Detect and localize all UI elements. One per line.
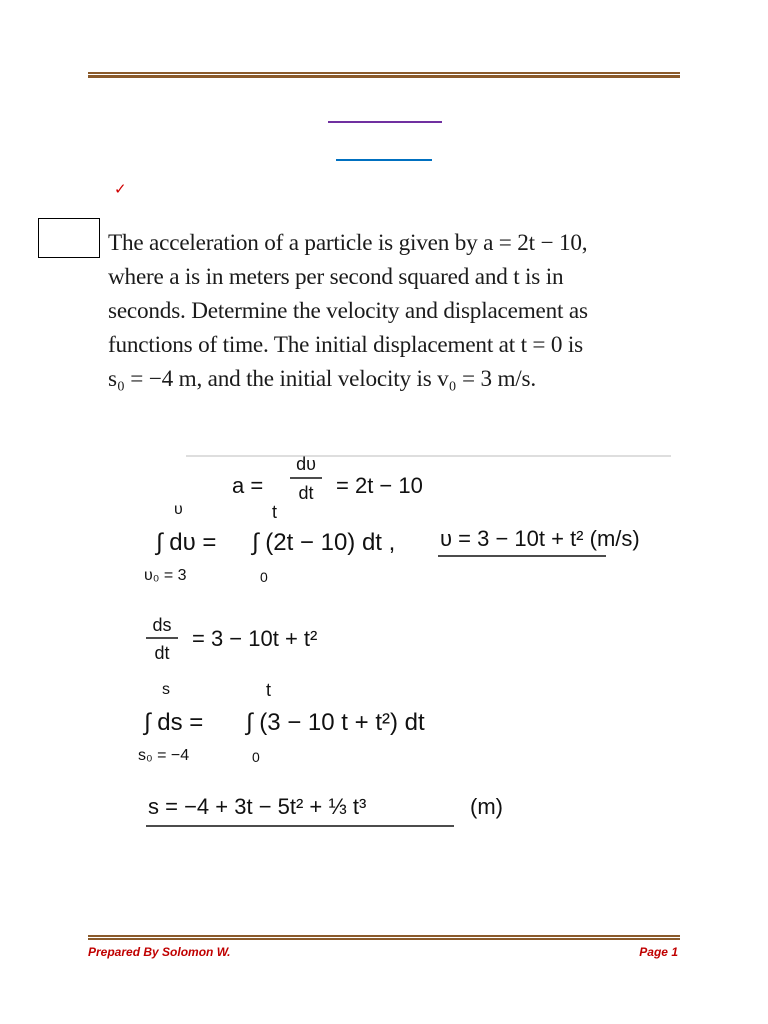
eq5: s = −4 + 3t − 5t² + ⅓ t³	[148, 794, 367, 819]
eq2-lower-right: 0	[260, 569, 268, 585]
eq1-frac-den: dt	[298, 483, 314, 503]
eq2-result: υ = 3 − 10t + t² (m/s)	[440, 526, 640, 551]
heading-underline-purple	[328, 121, 442, 123]
handwritten-solution	[136, 448, 676, 838]
eq1-rhs: = 2t − 10	[336, 473, 423, 498]
problem-statement	[108, 226, 656, 396]
problem-line-4: functions of time. The initial displacement at t = 0 is	[108, 332, 583, 358]
eq2-left: ∫ dυ =	[156, 529, 217, 556]
problem-line-1: The acceleration of a particle is given by a = 2t − 10,	[108, 230, 588, 256]
eq4-lower-left: s₀ = −4	[138, 747, 190, 764]
eq3-frac-den: dt	[154, 643, 170, 663]
problem-number-box	[38, 218, 100, 258]
heading-underline-blue	[336, 159, 432, 161]
eq4-left: ∫ ds =	[144, 709, 204, 736]
checkmark-icon: ✓	[114, 180, 127, 198]
eq1-lhs: a =	[232, 473, 264, 498]
eq2-mid: ∫ (2t − 10) dt ,	[252, 529, 396, 556]
eq4-lower-right: 0	[252, 749, 260, 765]
eq4-upper-left: s	[162, 681, 170, 698]
eq3-rhs: = 3 − 10t + t²	[192, 626, 318, 651]
problem-line-5: s₀ = −4 m, and the initial velocity is v₀ = 3 m/s.	[108, 366, 536, 392]
footer-author: Prepared By Solomon W.	[88, 945, 231, 959]
footer-rule	[88, 935, 680, 940]
footer-page-number: Page 1	[639, 945, 678, 959]
eq2-lower-left: υ₀ = 3	[144, 567, 187, 584]
header-rule	[88, 72, 680, 78]
eq4-upper-right: t	[266, 680, 272, 700]
eq2-upper-right: t	[272, 502, 278, 522]
eq1-frac-num: dυ	[296, 454, 316, 474]
eq4-mid: ∫ (3 − 10 t + t²) dt	[246, 709, 425, 736]
problem-line-3: seconds. Determine the velocity and displacement as	[108, 298, 588, 324]
eq2-upper-left: υ	[174, 501, 183, 518]
problem-line-2: where a is in meters per second squared and t is in	[108, 264, 564, 290]
eq5-units: (m)	[470, 794, 503, 819]
eq3-frac-num: ds	[152, 615, 172, 635]
